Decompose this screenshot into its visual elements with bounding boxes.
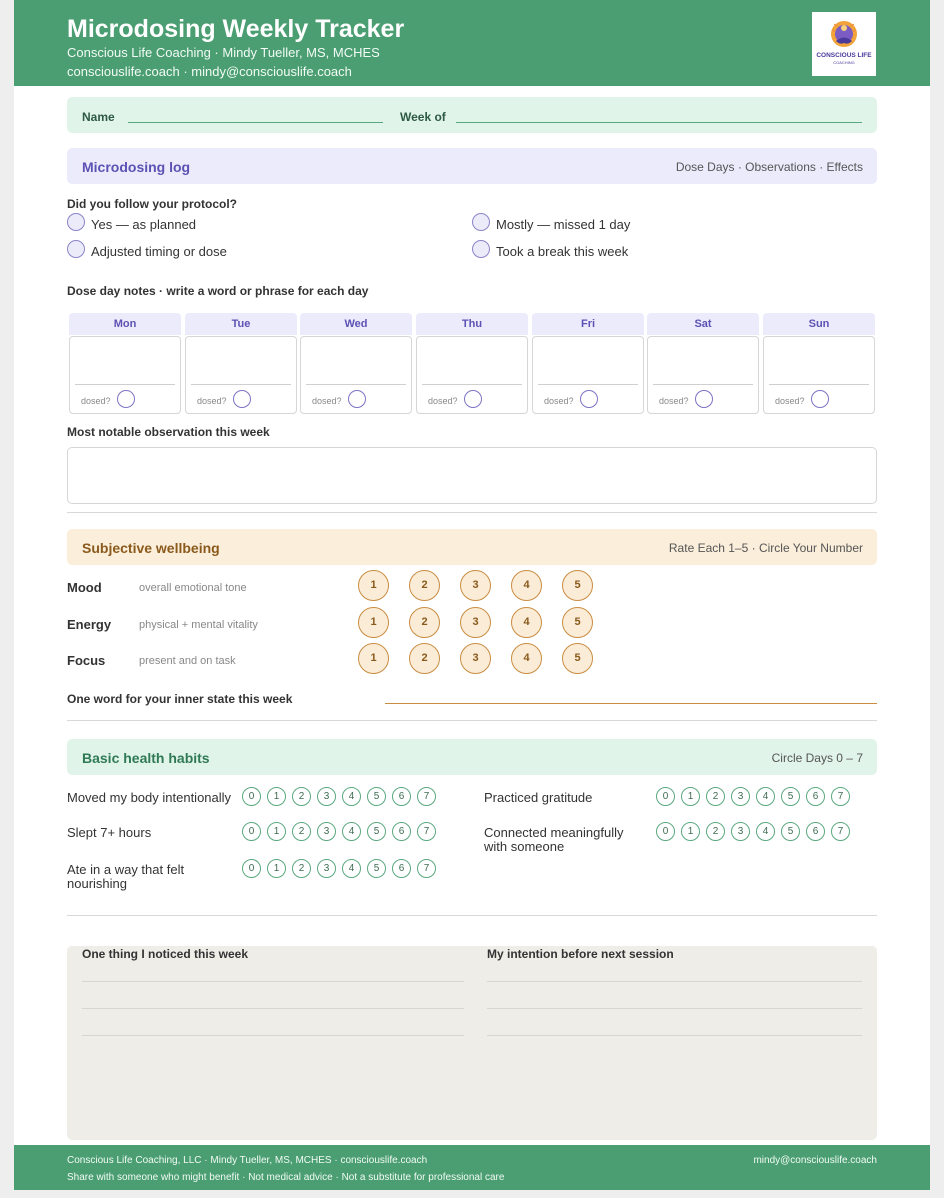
day-note-sat[interactable]: [647, 336, 759, 414]
option-label: Yes — as planned: [91, 217, 197, 232]
rating-label-mood: Mood: [67, 580, 102, 595]
footer-banner: [14, 1145, 930, 1190]
dosed-checkbox[interactable]: [233, 390, 251, 408]
energy-rating-4[interactable]: 4: [511, 607, 542, 638]
mood-rating-5[interactable]: 5: [562, 570, 593, 601]
day-header-tue: Tue: [185, 313, 297, 335]
connected-day-3[interactable]: 3: [731, 822, 750, 841]
radio-yes-as-planned[interactable]: [67, 213, 85, 231]
connected-day-6[interactable]: 6: [806, 822, 825, 841]
day-header-thu: Thu: [416, 313, 528, 335]
microdosing-section-header: [67, 148, 877, 184]
header-banner: [14, 0, 930, 86]
slept-day-4[interactable]: 4: [342, 822, 361, 841]
habit-connected: Connected meaningfully with someone: [484, 825, 624, 854]
connected-day-2[interactable]: 2: [706, 822, 725, 841]
noticed-title: One thing I noticed this week: [82, 947, 249, 961]
divider: [67, 720, 877, 721]
focus-rating-2[interactable]: 2: [409, 643, 440, 674]
reflection-panel: [67, 946, 877, 1140]
gratitude-day-5[interactable]: 5: [781, 787, 800, 806]
intention-line-2[interactable]: [487, 1008, 862, 1009]
moved-day-0[interactable]: 0: [242, 787, 261, 806]
option-label: Mostly — missed 1 day: [496, 217, 631, 232]
divider: [67, 915, 877, 916]
rating-desc-energy: physical + mental vitality: [139, 619, 258, 631]
day-header-sun: Sun: [763, 313, 875, 335]
energy-rating-3[interactable]: 3: [460, 607, 491, 638]
rating-label-focus: Focus: [67, 653, 106, 668]
ate-day-7[interactable]: 7: [417, 859, 436, 878]
focus-rating-3[interactable]: 3: [460, 643, 491, 674]
gratitude-day-0[interactable]: 0: [656, 787, 675, 806]
day-header-wed: Wed: [300, 313, 412, 335]
dosed-checkbox[interactable]: [117, 390, 135, 408]
intention-line-1[interactable]: [487, 981, 862, 982]
gratitude-day-1[interactable]: 1: [681, 787, 700, 806]
ate-day-2[interactable]: 2: [292, 859, 311, 878]
gratitude-day-2[interactable]: 2: [706, 787, 725, 806]
ate-day-1[interactable]: 1: [267, 859, 286, 878]
inner-state-label: One word for your inner state this week: [67, 692, 293, 706]
habits-subtitle: Circle Days 0 – 7: [771, 751, 863, 765]
observation-field[interactable]: [67, 447, 877, 504]
tracker-page: [14, 0, 930, 1190]
day-header-fri: Fri: [532, 313, 644, 335]
dosed-label: dosed?: [659, 396, 689, 406]
week-field[interactable]: [456, 122, 862, 123]
focus-rating-4[interactable]: 4: [511, 643, 542, 674]
slept-day-7[interactable]: 7: [417, 822, 436, 841]
observation-label: Most notable observation this week: [67, 425, 270, 439]
footer-disclaimer: Share with someone who might benefit · Not medical advice · Not a substitute for professional care: [67, 1172, 505, 1183]
name-field[interactable]: [128, 122, 383, 123]
conscious-life-logo: [812, 12, 876, 76]
name-label: Name: [82, 110, 115, 124]
logo-wordmark: CONSCIOUS LIFE: [816, 52, 872, 59]
dosed-checkbox[interactable]: [348, 390, 366, 408]
habit-ate-nourishing: Ate in a way that felt nourishing: [67, 862, 185, 891]
habit-slept: Slept 7+ hours: [67, 825, 152, 840]
header-contact: consciouslife.coach · mindy@consciouslife.coach: [67, 64, 352, 79]
week-label: Week of: [400, 110, 446, 124]
day-note-tue[interactable]: [185, 336, 297, 414]
moved-day-3[interactable]: 3: [317, 787, 336, 806]
gratitude-day-7[interactable]: 7: [831, 787, 850, 806]
slept-day-5[interactable]: 5: [367, 822, 386, 841]
dosed-label: dosed?: [775, 396, 805, 406]
habits-section-header: [67, 739, 877, 775]
rating-desc-focus: present and on task: [139, 655, 236, 667]
energy-rating-1[interactable]: 1: [358, 607, 389, 638]
connected-day-5[interactable]: 5: [781, 822, 800, 841]
connected-day-4[interactable]: 4: [756, 822, 775, 841]
intention-title: My intention before next session: [487, 947, 674, 961]
rating-desc-mood: overall emotional tone: [139, 582, 247, 594]
mood-rating-4[interactable]: 4: [511, 570, 542, 601]
ate-day-3[interactable]: 3: [317, 859, 336, 878]
focus-rating-5[interactable]: 5: [562, 643, 593, 674]
wellbeing-subtitle: Rate Each 1–5 · Circle Your Number: [668, 541, 863, 555]
wellbeing-title: Subjective wellbeing: [82, 540, 220, 556]
protocol-question: Did you follow your protocol?: [67, 197, 237, 211]
slept-day-6[interactable]: 6: [392, 822, 411, 841]
moved-day-5[interactable]: 5: [367, 787, 386, 806]
intention-line-3[interactable]: [487, 1035, 862, 1036]
moved-day-4[interactable]: 4: [342, 787, 361, 806]
divider: [67, 512, 877, 513]
logo-subword: COACHING: [833, 60, 855, 65]
microdosing-title: Microdosing log: [82, 159, 191, 175]
day-header-mon: Mon: [69, 313, 181, 335]
dosed-label: dosed?: [544, 396, 574, 406]
moved-day-7[interactable]: 7: [417, 787, 436, 806]
gratitude-day-6[interactable]: 6: [806, 787, 825, 806]
focus-rating-1[interactable]: 1: [358, 643, 389, 674]
habit-moved-body: Moved my body intentionally: [67, 790, 232, 805]
rating-label-energy: Energy: [67, 617, 112, 632]
day-note-thu[interactable]: [416, 336, 528, 414]
energy-rating-2[interactable]: 2: [409, 607, 440, 638]
habits-title: Basic health habits: [82, 750, 210, 766]
connected-day-7[interactable]: 7: [831, 822, 850, 841]
dosed-label: dosed?: [428, 396, 458, 406]
day-note-mon[interactable]: [69, 336, 181, 414]
day-header-sat: Sat: [647, 313, 759, 335]
mood-rating-3[interactable]: 3: [460, 570, 491, 601]
footer-company: Conscious Life Coaching, LLC · Mindy Tueller, MS, MCHES · consciouslife.coach: [67, 1155, 428, 1166]
ate-day-0[interactable]: 0: [242, 859, 261, 878]
mood-rating-2[interactable]: 2: [409, 570, 440, 601]
noticed-line-2[interactable]: [82, 1008, 464, 1009]
day-note-fri[interactable]: [532, 336, 644, 414]
connected-day-0[interactable]: 0: [656, 822, 675, 841]
dosed-checkbox[interactable]: [811, 390, 829, 408]
radio-adjusted[interactable]: [67, 240, 85, 258]
option-label: Adjusted timing or dose: [91, 244, 227, 259]
header-subtitle: Conscious Life Coaching · Mindy Tueller, MS, MCHES: [67, 45, 380, 60]
radio-mostly-missed[interactable]: [472, 213, 490, 231]
noticed-line-1[interactable]: [82, 981, 464, 982]
dosed-label: dosed?: [312, 396, 342, 406]
option-label: Took a break this week: [496, 244, 629, 259]
slept-day-2[interactable]: 2: [292, 822, 311, 841]
footer-email: mindy@consciouslife.coach: [753, 1155, 877, 1166]
name-week-bar: [67, 97, 877, 133]
dose-notes-label: Dose day notes · write a word or phrase for each day: [67, 284, 369, 298]
slept-day-3[interactable]: 3: [317, 822, 336, 841]
radio-took-break[interactable]: [472, 240, 490, 258]
moved-day-2[interactable]: 2: [292, 787, 311, 806]
slept-day-0[interactable]: 0: [242, 822, 261, 841]
gratitude-day-4[interactable]: 4: [756, 787, 775, 806]
mood-rating-1[interactable]: 1: [358, 570, 389, 601]
connected-day-1[interactable]: 1: [681, 822, 700, 841]
wellbeing-section-header: [67, 529, 877, 565]
ate-day-4[interactable]: 4: [342, 859, 361, 878]
moved-day-1[interactable]: 1: [267, 787, 286, 806]
habit-gratitude: Practiced gratitude: [484, 790, 593, 805]
ate-day-6[interactable]: 6: [392, 859, 411, 878]
gratitude-day-3[interactable]: 3: [731, 787, 750, 806]
slept-day-1[interactable]: 1: [267, 822, 286, 841]
dosed-checkbox[interactable]: [464, 390, 482, 408]
dosed-label: dosed?: [81, 396, 111, 406]
microdosing-subtitle: Dose Days · Observations · Effects: [675, 160, 863, 174]
energy-rating-5[interactable]: 5: [562, 607, 593, 638]
page-title: Microdosing Weekly Tracker: [67, 15, 405, 43]
ate-day-5[interactable]: 5: [367, 859, 386, 878]
day-note-wed[interactable]: [300, 336, 412, 414]
dosed-checkbox[interactable]: [580, 390, 598, 408]
noticed-line-3[interactable]: [82, 1035, 464, 1036]
dosed-checkbox[interactable]: [695, 390, 713, 408]
dosed-label: dosed?: [197, 396, 227, 406]
day-note-sun[interactable]: [763, 336, 875, 414]
inner-state-field[interactable]: [385, 703, 877, 704]
moved-day-6[interactable]: 6: [392, 787, 411, 806]
